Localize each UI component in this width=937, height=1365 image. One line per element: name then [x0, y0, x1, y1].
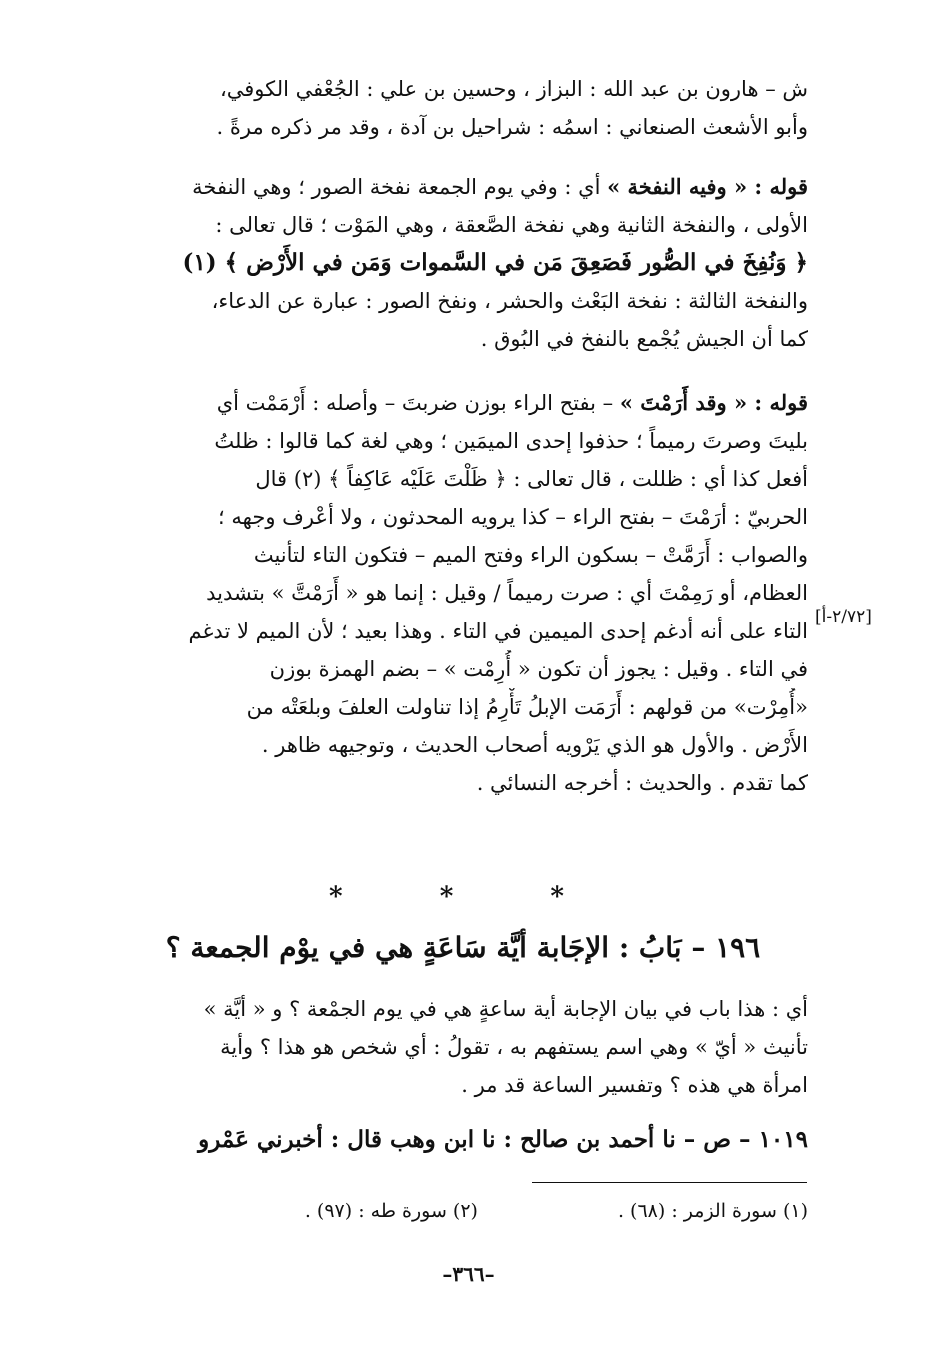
text-line: الأولى ، والنفخة الثانية وهي نفخة الصَّعقة ، وهي المَوْت ؛ قال تعالى :: [215, 213, 808, 237]
chapter-title: ١٩٦ – بَابُ : الإجَابة أيَّة سَاعَةٍ هي في يوْم الجمعة ؟: [165, 931, 761, 964]
text-line: كما أن الجيش يُجْمع بالنفخ في البُوق .: [480, 327, 808, 351]
text-line: امرأة هي هذه ؟ وتفسير الساعة قد مر .: [461, 1073, 808, 1097]
text-fragment: أي : وفي يوم الجمعة نفخة الصور ؛ وهي النفخة: [192, 175, 601, 199]
footnote-rule: [532, 1182, 807, 1183]
text-line: ش – هارون بن عبد الله : البزاز ، وحسين بن علي : الجُعْفي الكوفي،: [219, 77, 808, 101]
text-line: أي : هذا باب في بيان الإجابة أية ساعةٍ هي في يوم الجمْعة ؟ و « أيَّة »: [203, 997, 808, 1021]
text-line: والصواب : أَرَمَّتْ – بسكون الراء وفتح الميم – فتكون التاء لتأنيث: [253, 543, 808, 567]
text-line: في التاء . وقيل : يجوز أن تكون « أُرِمْت » – بضم الهمزة بوزن: [269, 657, 808, 681]
text-line: «أُمِرْت» من قولهم : أَرَمَت الإبلُ تَأْرِمُ إذا تناولت العلفَ وبلعَتْه من: [246, 695, 808, 719]
footnotes: [200, 1196, 808, 1226]
text-line: وأبو الأشعث الصنعاني : اسمُه : شراحيل بن آدة ، وقد مر ذكره مرةً .: [216, 115, 808, 139]
text-line: الأَرْض . والأول هو الذي يَرْويه أصحاب الحديث ، وتوجيهه ظاهر .: [261, 733, 808, 757]
text-line: كما تقدم . والحديث : أخرجه النسائي .: [476, 771, 808, 795]
footnote-2: (٢) سورة طه : (٩٧) .: [304, 1200, 478, 1222]
text-line: [118, 168, 808, 206]
paragraph-chapter-intro: [118, 990, 808, 1104]
lead-phrase: قوله : « وفيه النفخة »: [607, 174, 808, 199]
paragraph-narrators: [118, 70, 808, 146]
footnote-1: (١) سورة الزمر : (٦٨) .: [617, 1200, 808, 1222]
lead-phrase: قوله : « وقد أَرَمْتَ »: [619, 390, 808, 415]
text-fragment: – بفتح الراء بوزن ضربتَ – وأصله : أَرْمَمْت أي: [216, 391, 614, 415]
text-line: تأنيث « أيّ » وهي اسم يستفهم به ، تقولُ : أي شخص هو هذا ؟ وأية: [220, 1035, 808, 1059]
page-number: –٣٦٦–: [442, 1262, 495, 1286]
hadith-heading: ١٠١٩ – ص – نا أحمد بن صالح : نا ابن وهب قال : أخبرني عَمْرو: [198, 1126, 808, 1153]
text-line: [118, 384, 808, 422]
text-line: التاء على أنه أدغم إحدى الميمين في التاء . وهذا بعيد ؛ لأن الميم لا تدغم: [188, 619, 808, 643]
section-divider-stars: * * *: [329, 882, 608, 912]
text-line: الحربيّ : أرَمْتَ – بفتح الراء – كذا يرويه المحدثون ، ولا أعْرف وجهه ؛: [218, 505, 808, 529]
text-line: بليتَ وصرتَ رميماً ؛ حذفوا إحدى الميمَين ؛ وهي لغة كما قالوا : ظلتُ: [214, 429, 808, 453]
text-line: أفعل كذا أي : ظللت ، قال تعالى : ﴿ ظَلْتَ عَلَيْه عَاكِفاً ﴾ (٢) قال: [255, 467, 808, 491]
paragraph-nafkha: [118, 168, 808, 358]
text-line: والنفخة الثالثة : نفخة البَعْث والحشر ، ونفخ الصور : عبارة عن الدعاء،: [211, 289, 808, 313]
text-line: العظام، أو رَمِمْتَ أي : صرت رميماً / وقيل : إنما هو « أَرَمْتَّ » بتشديد: [206, 581, 808, 605]
paragraph-aramta: [118, 384, 808, 802]
quran-verse: ﴿ وَنُفِخَ في الصُّور فَصَعِقَ مَن في السَّموات وَمَن في الأَرْض ﴾ (١): [182, 249, 808, 276]
margin-reference: [٢/٧٢-أ]: [815, 607, 872, 627]
